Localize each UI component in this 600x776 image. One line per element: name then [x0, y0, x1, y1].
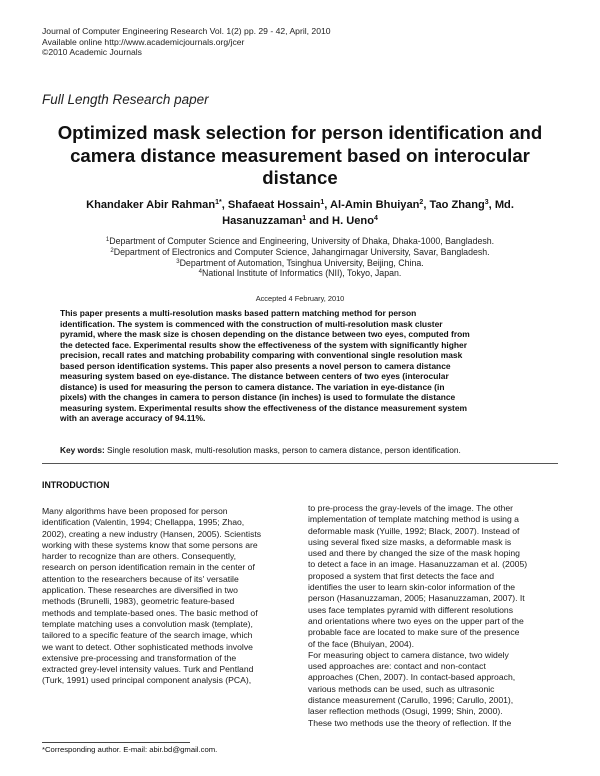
body-line: implementation of template matching method is using a	[308, 514, 519, 525]
affiliation-number: 3	[176, 258, 180, 265]
body-line: Many algorithms have been proposed for person	[42, 506, 228, 516]
abstract-line: pyramid, where the mask size is chosen depending on the distance between two eyes, computed from	[60, 329, 470, 339]
author-affil-mark: 1	[320, 199, 325, 206]
title-line: camera distance measurement based on interocular	[70, 144, 530, 166]
body-line: tailored to a specific feature of the search image, which	[42, 630, 253, 641]
journal-header	[42, 26, 331, 58]
author-list	[56, 198, 544, 229]
affiliation-number: 2	[110, 247, 114, 254]
paper-title	[40, 122, 560, 190]
affiliations	[60, 236, 540, 279]
author-affil-mark: 2	[419, 199, 424, 206]
body-column-left	[42, 506, 294, 687]
author-affil-mark: 1	[302, 214, 307, 222]
body-line: probable face are located to make sure of the presence	[308, 627, 520, 638]
section-divider	[42, 463, 558, 464]
abstract-line: with an average accuracy of 94.11%.	[60, 413, 206, 423]
body-line: approaches (Chen, 2007). In contact-based approach,	[308, 672, 516, 683]
author-affil-mark: 3	[484, 199, 489, 206]
affiliation-number: 4	[198, 269, 202, 276]
body-line: used approaches are: contact and non-contact	[308, 661, 486, 672]
abstract-line: identification. The system is commenced with the construction of multi-resolution mask cluster	[60, 318, 443, 329]
body-line: template matching uses a convolution mask (template),	[42, 618, 253, 629]
body-line: uses face templates pyramid with different resolutions	[308, 604, 514, 615]
body-line: (Turk, 1991) used principal component analysis (PCA),	[42, 675, 252, 686]
body-line: working with these systems know that some persons are	[42, 539, 258, 550]
body-line: extracted grey-level intensity values. Turk and Pentland	[42, 664, 254, 675]
author-name: , Md.	[488, 199, 514, 211]
body-line: identifies the user to learn skin-color information of the	[308, 582, 516, 593]
affiliation	[60, 247, 540, 258]
abstract-line: precision, recall rates and matching probability comparing with conventional single resolution mask	[60, 350, 463, 360]
affiliation-number: 1	[105, 237, 110, 243]
journal-availability: Available online http://www.academicjournals.org/jcer	[42, 36, 245, 47]
author-name: , Shafaeat Hossain	[221, 199, 321, 211]
abstract	[60, 308, 540, 424]
body-line: deformable mask (Yuille, 1992; Black, 2007). Instead of	[308, 525, 520, 536]
affiliation-text: Department of Electronics and Computer Science, Jahangirnagar University, Savar, Bangladesh.	[113, 246, 490, 257]
body-line: to detect a face in an image. Hasanuzzaman et al. (2005)	[308, 559, 528, 570]
abstract-line: measuring system. Experimental results show the effectiveness of the distance measurement system	[60, 402, 468, 413]
body-line: methods (Brunelli, 1983), geometric feature-based	[42, 596, 235, 607]
section-heading: INTRODUCTION	[42, 480, 110, 490]
title-line: distance	[262, 167, 338, 188]
body-line: we want to detect. Other sophisticated methods involve	[42, 641, 253, 652]
body-line: person (Hasanuzzaman, 2005; Hasanuzzaman, 2007). It	[308, 593, 525, 604]
keywords	[60, 445, 540, 455]
abstract-line: the detected face. Experimental results show the effectiveness of the system with significantly higher	[60, 339, 467, 350]
body-line: of the face (Bhuiyan, 2004).	[308, 638, 414, 649]
abstract-line: This paper presents a multi-resolution masks based pattern matching method for person	[60, 308, 417, 318]
author-name: , Al-Amin Bhuiyan	[324, 199, 420, 211]
affiliation	[60, 268, 540, 279]
body-line: and orientations where two eyes on the upper part of the	[308, 615, 524, 626]
author-affil-mark: 1*	[215, 199, 222, 206]
keywords-text: Single resolution mask, multi-resolution masks, person to camera distance, person identification.	[104, 445, 461, 455]
author-name: , Tao Zhang	[423, 199, 485, 211]
keywords-label: Key words:	[60, 445, 105, 455]
body-line: using several fixed size masks, a deformable mask is	[308, 536, 512, 547]
body-line: distance measurement (Carullo, 1996; Carullo, 2001),	[308, 695, 514, 706]
abstract-line: based person identification systems. This paper also presents a novel person to camera distance	[60, 360, 451, 371]
abstract-line: pixels) with the changes in camera to person distance (in inches) is used to formulate the distance	[60, 392, 456, 402]
body-line: attention to the researchers because of its' versatile	[42, 573, 239, 584]
body-line: used and there by changed the size of the mask hoping	[308, 548, 520, 559]
body-line: harder to recognize than are others. Consequently,	[42, 551, 237, 562]
body-line: extensive pre-processing and transformation of the	[42, 652, 237, 663]
author-line	[56, 198, 544, 214]
affiliation	[60, 236, 540, 247]
author-name: Hasanuzzaman	[222, 214, 303, 227]
body-line: application. These researches are diversified in two	[42, 585, 238, 596]
author-line	[56, 214, 544, 230]
body-line: laser reflection methods (Osugi, 1999; Shin, 2000).	[308, 706, 503, 717]
affiliation	[60, 258, 540, 269]
body-line: various methods can be used, such as ultrasonic	[308, 683, 495, 694]
body-line: identification (Valentin, 1994; Chellappa, 1995; Zhao,	[42, 517, 245, 528]
abstract-line: distance) is used for measuring the person to camera distance. The variation in eye-distance (in	[60, 381, 445, 392]
corresponding-author-footnote: *Corresponding author. E-mail: abir.bd@gmail.com.	[42, 745, 218, 754]
abstract-line: measuring system based on eye-distance. The distance between centers of two eyes (interocular	[60, 371, 449, 381]
journal-copyright: ©2010 Academic Journals	[42, 47, 142, 58]
accepted-date: Accepted 4 February, 2010	[255, 294, 345, 303]
body-line: 2002), creating a new industry (Hansen, 2005). Scientists	[42, 528, 262, 539]
journal-citation: Journal of Computer Engineering Research Vol. 1(2) pp. 29 - 42, April, 2010	[42, 26, 331, 36]
body-line: These two methods use the theory of reflection. If the	[308, 717, 512, 728]
body-line: For measuring object to camera distance, two widely	[308, 649, 509, 660]
body-line: research on person identification remain in the center of	[42, 562, 255, 573]
title-line: Optimized mask selection for person identification and	[57, 122, 543, 143]
body-line: methods and template-based ones. The basic method of	[42, 607, 258, 618]
affiliation-text: Department of Computer Science and Engineering, University of Dhaka, Dhaka-1000, Bangladesh.	[109, 236, 495, 246]
author-name: Khandaker Abir Rahman	[86, 199, 216, 211]
affiliation-text: National Institute of Informatics (NII), Tokyo, Japan.	[202, 268, 402, 279]
affiliation-text: Department of Automation, Tsinghua University, Beijing, China.	[179, 257, 424, 268]
paper-type: Full Length Research paper	[42, 92, 209, 107]
body-line: proposed a system that first detects the face and	[308, 570, 495, 581]
author-name: and H. Ueno	[306, 214, 374, 227]
body-column-right	[308, 503, 560, 729]
author-affil-mark: 4	[373, 214, 378, 222]
body-line: to pre-process the gray-levels of the image. The other	[308, 503, 514, 513]
footnote-divider	[42, 742, 190, 743]
